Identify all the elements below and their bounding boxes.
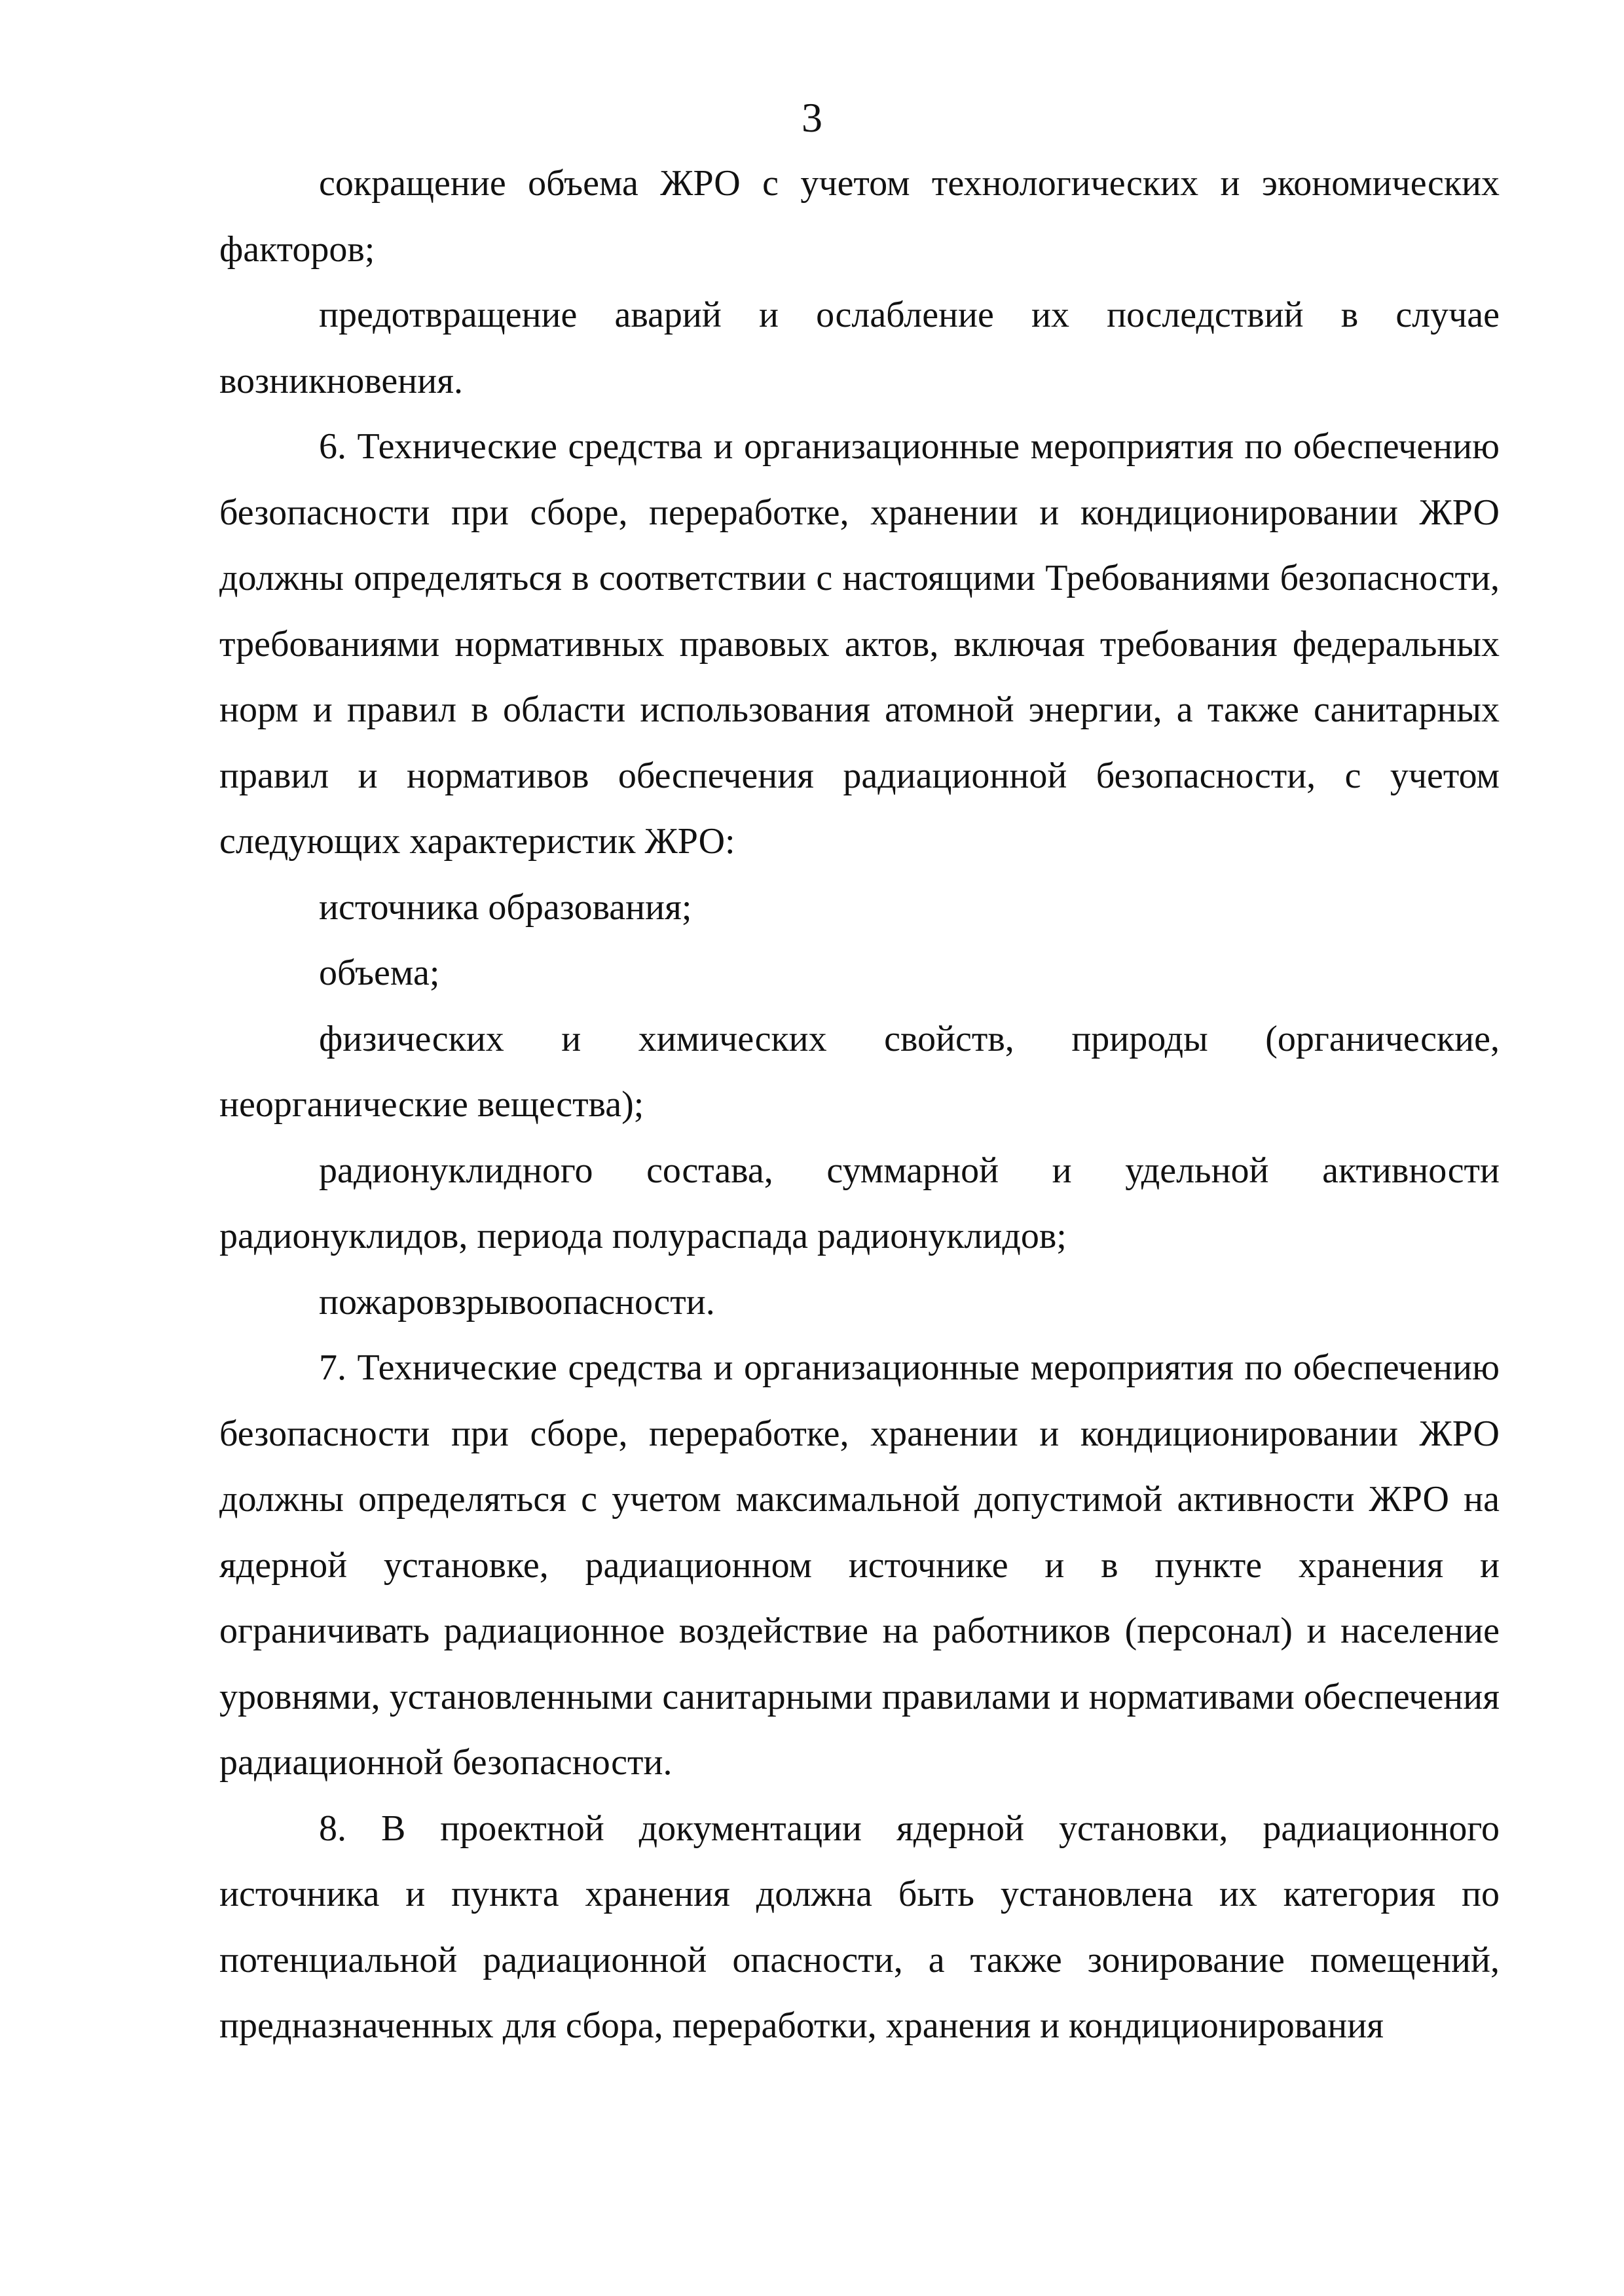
paragraph-accident-prevention: предотвращение аварий и ослабление их последствий в случае возникновения. xyxy=(219,295,1500,401)
page-number: 3 xyxy=(802,94,822,141)
paragraph-volume-reduction: сокращение объема ЖРО с учетом технологических и экономических факторов; xyxy=(219,163,1500,270)
paragraph-clause-6: 6. Технические средства и организационные мероприятия по обеспечению безопасности при сборе, переработке, хранении и кондиционировании ЖРО должны определяться в соответствии с настоящими Требованиями безопасности, требованиями нормативных правовых актов, включая требования федеральных норм и правил в области использования атомной энергии, а также санитарных правил и нормативов обеспечения радиационной безопасности, с учетом следующих характеристик ЖРО: xyxy=(219,426,1500,862)
list-item-fire-explosion-hazard: пожаровзрывоопасности. xyxy=(319,1281,715,1322)
list-item-radionuclide-composition: радионуклидного состава, суммарной и удельной активности радионуклидов, периода полураспада радионуклидов; xyxy=(219,1150,1500,1256)
list-item-properties: физических и химических свойств, природы (органические, неорганические вещества); xyxy=(219,1018,1500,1125)
list-item-volume: объема; xyxy=(319,953,440,993)
paragraph-clause-7: 7. Технические средства и организационные мероприятия по обеспечению безопасности при сборе, переработке, хранении и кондиционировании ЖРО должны определяться с учетом максимальной допустимой активности ЖРО на ядерной установке, радиационном источнике и в пункте хранения и ограничивать радиационное воздействие на работников (персонал) и население уровнями, установленными санитарными правилами и нормативами обеспечения радиационной безопасности. xyxy=(219,1347,1500,1783)
document-body xyxy=(219,151,1500,2059)
list-item-source: источника образования; xyxy=(319,886,692,928)
paragraph-clause-8: 8. В проектной документации ядерной установки, радиационного источника и пункта хранения должна быть установлена их категория по потенциальной радиационной опасности, а также зонирование помещений, предназначенных для сбора, переработки, хранения и кондиционирования xyxy=(219,1808,1500,2046)
